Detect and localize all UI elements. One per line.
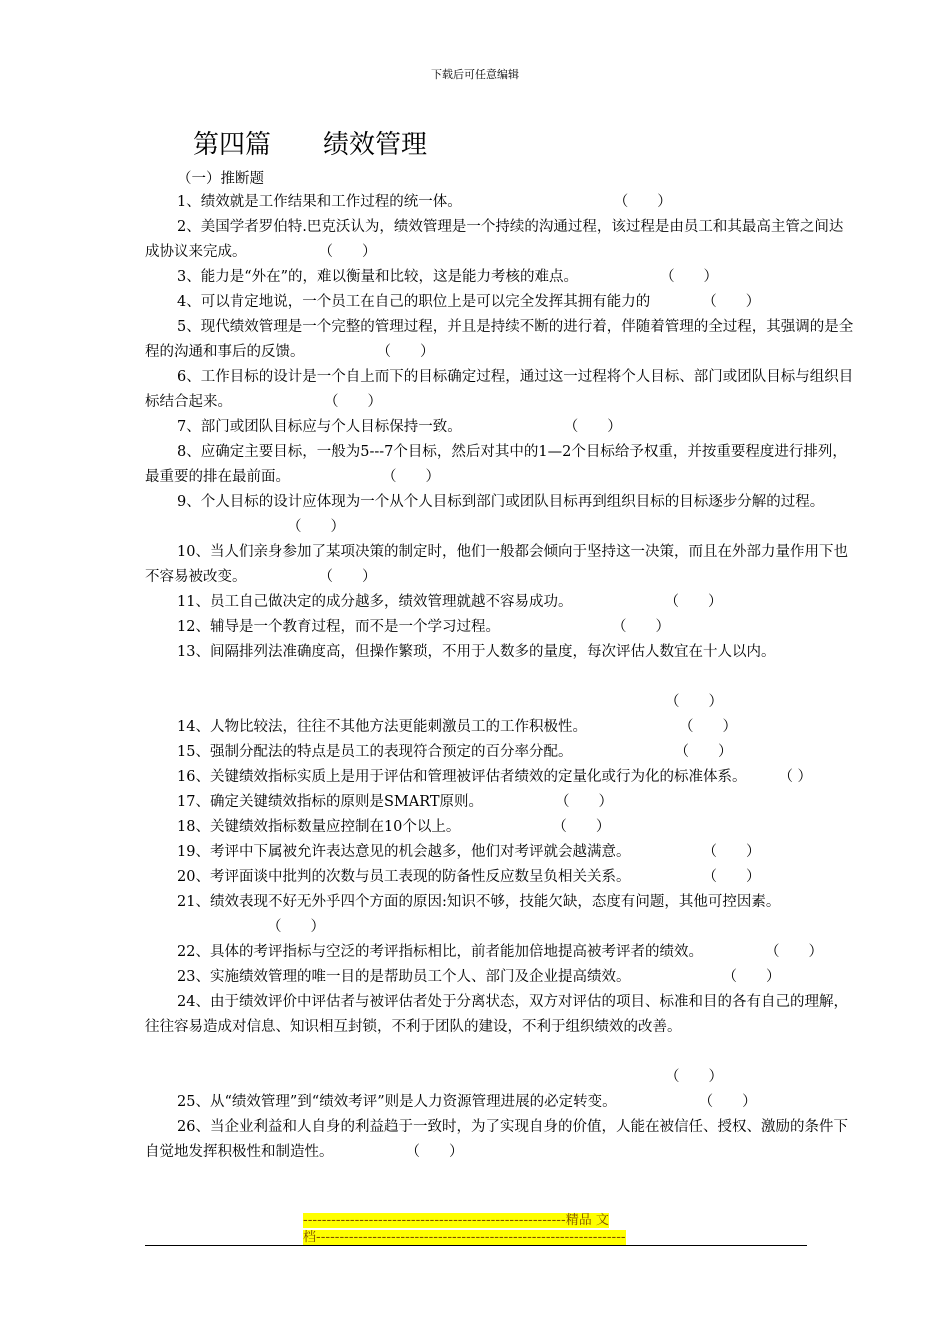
answer-parentheses: （ ） (674, 744, 733, 760)
answer-parentheses: （ ） (665, 694, 723, 710)
answer-parentheses: （ ） (555, 794, 614, 810)
answer-parentheses: （ ） (764, 944, 823, 960)
question-item (145, 990, 857, 1090)
question-item (145, 540, 857, 590)
answer-parentheses: （ ） (613, 194, 672, 210)
question-list (145, 190, 857, 1165)
answer-parentheses: （ ） (318, 569, 377, 585)
footer-line-1: --------------------------------------------------------精品 文 (303, 1213, 609, 1228)
question-text: 19、考评中下属被允许表达意见的机会越多，他们对考评就会越满意。 (177, 844, 631, 860)
question-text: 17、确定关键绩效指标的原则是SMART原则。 (177, 794, 484, 810)
question-item (145, 890, 857, 940)
question-item (145, 940, 857, 965)
title-part: 第四篇 (193, 130, 272, 160)
page-title (193, 124, 427, 161)
question-text: 15、强制分配法的特点是员工的表现符合预定的百分率分配。 (177, 744, 573, 760)
blank-line (145, 1040, 857, 1065)
footer-rule (145, 1245, 807, 1246)
question-text: 21、绩效表现不好无外乎四个方面的原因:知识不够，技能欠缺，态度有问题，其他可控因素。 (177, 894, 781, 910)
footer-highlight (303, 1212, 646, 1246)
question-item (145, 615, 857, 640)
question-item (145, 265, 857, 290)
question-item (145, 315, 857, 365)
question-text: 11、员工自己做决定的成分越多，绩效管理就越不容易成功。 (177, 594, 573, 610)
answer-parentheses: （ ） (660, 269, 719, 285)
question-item (145, 365, 857, 415)
answer-parentheses: （ ） (318, 244, 377, 260)
answer-parentheses: （ ） (611, 619, 670, 635)
answer-parentheses: （ ） (552, 819, 611, 835)
question-item (145, 965, 857, 990)
question-item (145, 1090, 857, 1115)
answer-parentheses: （ ） (722, 969, 781, 985)
answer-parentheses: （ ） (702, 294, 761, 310)
question-text: 10、当人们亲身参加了某项决策的制定时，他们一般都会倾向于坚持这一决策，而且在外部力量作用下也不容易被改变。 (145, 544, 848, 585)
answer-parentheses: （ ） (405, 1144, 464, 1160)
question-text: 12、辅导是一个教育过程，而不是一个学习过程。 (177, 619, 500, 635)
answer-parentheses: （ ） (778, 769, 813, 785)
question-text: 25、从“绩效管理”到“绩效考评”则是人力资源管理进展的必定转变。 (177, 1094, 617, 1110)
question-text: 23、实施绩效管理的唯一目的是帮助员工个人、部门及企业提高绩效。 (177, 969, 631, 985)
page-header: 下载后可任意编辑 (431, 68, 519, 81)
question-text: 14、人物比较法，往往不其他方法更能刺激员工的工作积极性。 (177, 719, 587, 735)
question-text: 1、绩效就是工作结果和工作过程的统一体。 (177, 194, 462, 210)
question-text: 16、关键绩效指标实质上是用于评估和管理被评估者绩效的定量化或行为化的标准体系。 (177, 769, 747, 785)
question-text: 5、现代绩效管理是一个完整的管理过程，并且是持续不断的进行着，伴随着管理的全过程，其强调的是全程的沟通和事后的反馈。 (145, 319, 854, 360)
question-item (145, 215, 857, 265)
question-text: 7、部门或团队目标应与个人目标保持一致。 (177, 419, 462, 435)
question-item (145, 190, 857, 215)
question-text: 6、工作目标的设计是一个自上而下的目标确定过程，通过这一过程将个人目标、部门或团队目标与组织目标结合起来。 (145, 369, 854, 410)
question-item (145, 415, 857, 440)
question-item (145, 590, 857, 615)
question-item (145, 715, 857, 740)
question-item (145, 790, 857, 815)
question-item (145, 840, 857, 865)
answer-parentheses: （ ） (678, 719, 737, 735)
question-item (145, 440, 857, 490)
question-item (145, 290, 857, 315)
answer-parentheses: （ ） (376, 344, 435, 360)
question-text: 3、能力是“外在”的，难以衡量和比较，这是能力考核的难点。 (177, 269, 579, 285)
question-text: 4、可以肯定地说，一个员工在自己的职位上是可以完全发挥其拥有能力的 (177, 294, 651, 310)
footer-line-2: 档------------------------------------------------------------------ (303, 1230, 626, 1245)
blank-line (145, 665, 857, 690)
question-text: 20、考评面谈中批判的次数与员工表现的防备性反应数呈负相关关系。 (177, 869, 631, 885)
answer-parentheses: （ ） (563, 419, 622, 435)
question-text: 13、间隔排列法准确度高，但操作繁琐，不用于人数多的量度，每次评估人数宜在十人以内。 (177, 644, 776, 660)
answer-parentheses: （ ） (702, 869, 761, 885)
answer-parentheses: （ ） (382, 469, 440, 485)
section-heading: （一）推断题 (177, 171, 264, 187)
answer-parentheses: （ ） (324, 394, 382, 410)
question-item (145, 640, 857, 715)
answer-parentheses: （ ） (702, 844, 761, 860)
question-item (145, 765, 857, 790)
question-item (145, 865, 857, 890)
question-text: 24、由于绩效评价中评估者与被评估者处于分离状态，双方对评估的项目、标准和目的各有自己的理解，往往容易造成对信息、知识相互封锁，不利于团队的建设，不利于组织绩效的改善。 (145, 994, 848, 1035)
question-item (145, 490, 857, 540)
question-item (145, 740, 857, 765)
question-item (145, 815, 857, 840)
question-text: 2、美国学者罗伯特.巴克沃认为，绩效管理是一个持续的沟通过程，该过程是由员工和其最高主管之间达成协议来完成。 (145, 219, 844, 260)
answer-parentheses: （ ） (698, 1094, 757, 1110)
question-text: 18、关键绩效指标数量应控制在10个以上。 (177, 819, 461, 835)
answer-parentheses: （ ） (665, 1069, 723, 1085)
question-text: 26、当企业利益和人自身的利益趋于一致时，为了实现自身的价值，人能在被信任、授权、激励的条件下自觉地发挥积极性和制造性。 (145, 1119, 848, 1160)
answer-parentheses: （ ） (287, 519, 345, 535)
answer-parentheses: （ ） (664, 594, 723, 610)
question-text: 9、个人目标的设计应体现为一个从个人目标到部门或团队目标再到组织目标的目标逐步分解的过程。 (177, 494, 825, 510)
question-text: 22、具体的考评指标与空泛的考评指标相比，前者能加倍地提高被考评者的绩效。 (177, 944, 703, 960)
answer-parentheses: （ ） (267, 919, 325, 935)
question-item (145, 1115, 857, 1165)
question-text: 8、应确定主要目标，一般为5---7个目标，然后对其中的1—2个目标给予权重，并按重要程度进行排列，最重要的排在最前面。 (145, 444, 847, 485)
title-name: 绩效管理 (323, 130, 428, 160)
